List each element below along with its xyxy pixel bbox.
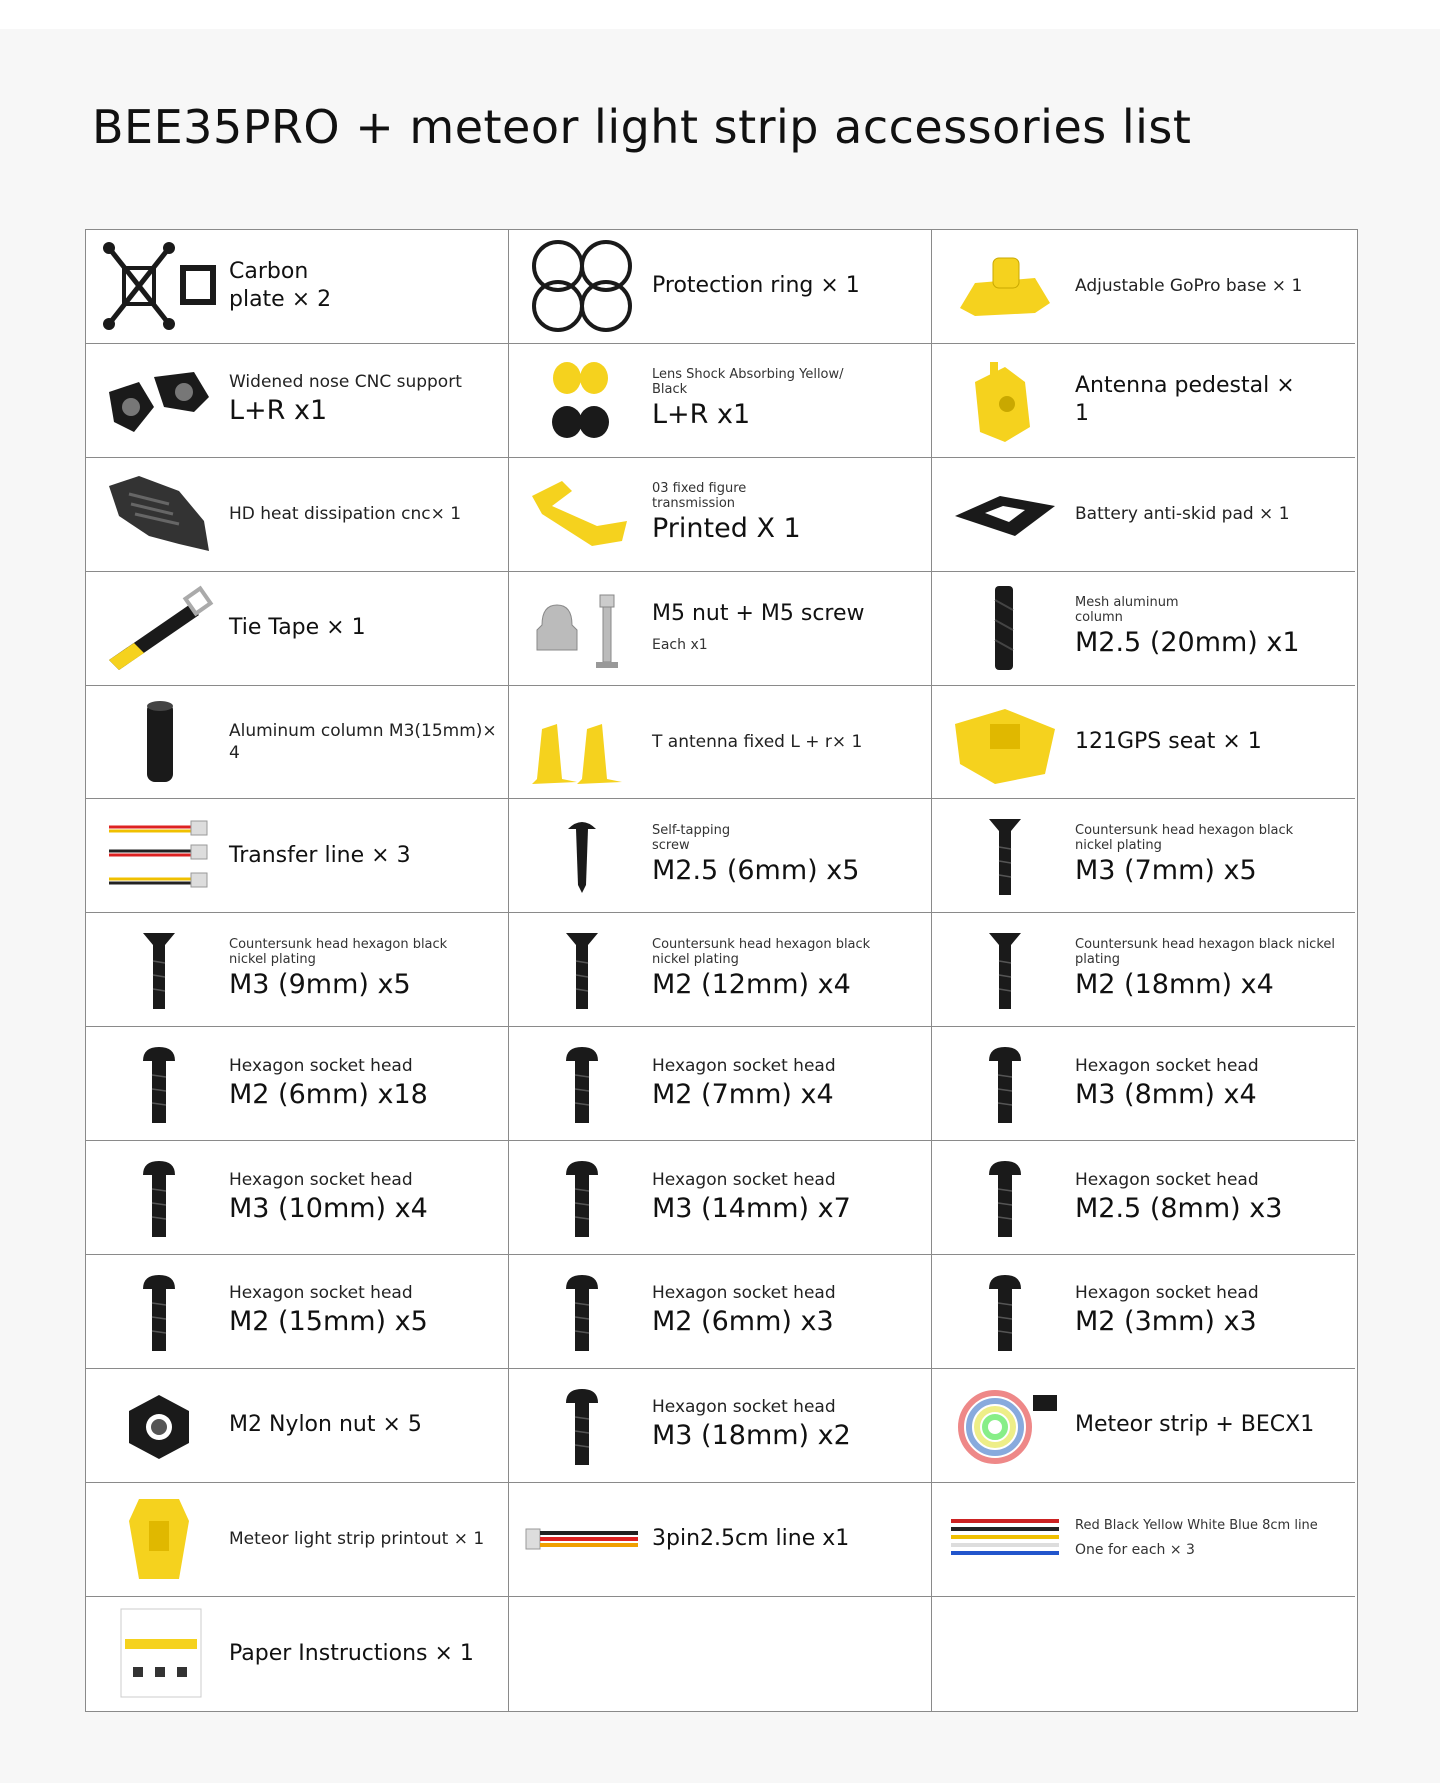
gps-seat-icon — [942, 692, 1068, 792]
accessory-label: Hexagon socket head — [229, 1283, 413, 1304]
countersunk-screw-icon — [942, 805, 1068, 905]
accessory-text — [229, 1027, 500, 1140]
accessory-cell — [509, 344, 932, 458]
accessory-label: Tie Tape × 1 — [229, 615, 366, 641]
accessory-quantity: M2 (12mm) x4 — [652, 968, 851, 1000]
accessory-quantity: Printed X 1 — [652, 513, 801, 545]
accessory-cell — [86, 344, 509, 458]
accessory-cell — [86, 1255, 509, 1369]
accessory-cell — [509, 913, 932, 1027]
socket-screw-icon — [96, 1033, 222, 1133]
accessory-quantity: M3 (18mm) x2 — [652, 1420, 851, 1452]
antenna-pedestal-icon — [942, 350, 1068, 450]
accessory-text — [229, 913, 500, 1026]
accessory-text — [229, 686, 500, 799]
socket-screw-icon — [942, 1147, 1068, 1247]
accessory-label: Hexagon socket head — [652, 1283, 836, 1304]
protection-ring-icon — [519, 236, 645, 336]
aluminum-column-icon — [96, 692, 222, 792]
accessory-cell — [509, 1597, 932, 1711]
accessory-text — [1075, 344, 1347, 457]
accessory-text — [1075, 1141, 1347, 1254]
accessory-text — [652, 458, 923, 571]
heat-sink-icon — [96, 464, 222, 564]
accessory-cell — [86, 1483, 509, 1597]
accessory-label: M2 Nylon nut × 5 — [229, 1412, 422, 1438]
accessory-cell — [932, 799, 1355, 913]
accessory-label: T antenna fixed L + r× 1 — [652, 732, 863, 752]
socket-screw-icon — [942, 1261, 1068, 1361]
accessory-text — [652, 913, 923, 1026]
accessory-text — [652, 1141, 923, 1254]
accessory-label: Lens Shock Absorbing Yellow/ Black — [652, 367, 844, 398]
accessory-quantity: M3 (14mm) x7 — [652, 1192, 851, 1224]
accessory-quantity: M2 (7mm) x4 — [652, 1078, 834, 1110]
accessory-cell — [509, 799, 932, 913]
accessory-text — [229, 344, 500, 457]
socket-screw-icon — [519, 1261, 645, 1361]
tie-tape-icon — [96, 578, 222, 678]
accessory-text — [652, 1027, 923, 1140]
t-antenna-mount-icon — [519, 692, 645, 792]
accessory-text — [1075, 913, 1347, 1026]
accessory-quantity: One for each × 3 — [1075, 1541, 1195, 1558]
accessory-text — [1075, 1369, 1347, 1482]
accessory-cell — [86, 458, 509, 572]
accessory-label: Protection ring × 1 — [652, 273, 860, 299]
accessory-cell — [932, 1369, 1355, 1483]
countersunk-screw-icon — [96, 919, 222, 1019]
accessory-cell — [509, 1255, 932, 1369]
accessory-text — [1075, 572, 1347, 685]
accessory-label: Adjustable GoPro base × 1 — [1075, 276, 1303, 297]
accessory-cell — [509, 572, 932, 686]
accessory-text — [1075, 458, 1347, 571]
accessory-text — [1075, 1483, 1347, 1596]
countersunk-screw-icon — [942, 919, 1068, 1019]
accessory-cell — [86, 1027, 509, 1141]
accessory-label: Meteor strip + BECX1 — [1075, 1412, 1315, 1438]
accessory-label: 3pin2.5cm line x1 — [652, 1526, 850, 1552]
accessory-text — [652, 1483, 923, 1596]
accessory-text — [1075, 1027, 1347, 1140]
accessory-quantity: M2 (3mm) x3 — [1075, 1306, 1257, 1338]
accessory-label: Countersunk head hexagon black nickel plating — [652, 936, 871, 967]
accessory-cell — [509, 686, 932, 800]
accessory-text — [1075, 230, 1347, 343]
accessory-cell — [932, 458, 1355, 572]
accessory-label: Meteor light strip printout × 1 — [229, 1529, 485, 1550]
accessory-cell — [932, 1255, 1355, 1369]
accessory-label: Countersunk head hexagon black nickel plating — [1075, 822, 1294, 853]
accessory-cell — [932, 1597, 1355, 1711]
accessory-cell — [86, 1141, 509, 1255]
accessory-label: Countersunk head hexagon black nickel plating — [229, 936, 448, 967]
accessory-text — [229, 1255, 500, 1368]
accessory-label: 03 fixed figure transmission — [652, 481, 747, 512]
accessory-label: Hexagon socket head — [652, 1397, 836, 1418]
accessory-label: Paper Instructions × 1 — [229, 1640, 474, 1666]
gopro-base-icon — [942, 236, 1068, 336]
accessory-text — [652, 799, 923, 912]
accessory-text — [1075, 1255, 1347, 1368]
accessory-label: Hexagon socket head — [229, 1169, 413, 1190]
accessory-label: Hexagon socket head — [229, 1055, 413, 1076]
mesh-column-icon — [942, 578, 1068, 678]
accessory-cell — [932, 686, 1355, 800]
accessory-quantity: M2.5 (6mm) x5 — [652, 854, 860, 886]
accessory-text — [229, 1483, 500, 1596]
accessory-text — [229, 1597, 500, 1711]
accessory-label: Widened nose CNC support — [229, 372, 462, 393]
accessory-cell — [86, 913, 509, 1027]
accessory-text — [1075, 799, 1347, 912]
accessory-label: Antenna pedestal × 1 — [1075, 373, 1295, 427]
lens-damper-icon — [519, 350, 645, 450]
accessory-quantity: M2.5 (20mm) x1 — [1075, 627, 1300, 659]
accessory-cell — [509, 1369, 932, 1483]
accessory-quantity: M3 (8mm) x4 — [1075, 1078, 1257, 1110]
accessory-quantity: M2 (6mm) x3 — [652, 1306, 834, 1338]
page-title: BEE35PRO + meteor light strip accessories list — [92, 100, 1192, 154]
accessory-cell — [509, 1027, 932, 1141]
accessory-label: Hexagon socket head — [1075, 1283, 1259, 1304]
accessory-cell — [86, 572, 509, 686]
accessory-text — [229, 1141, 500, 1254]
socket-screw-icon — [519, 1375, 645, 1475]
accessory-quantity: L+R x1 — [652, 399, 751, 431]
accessory-label: Hexagon socket head — [1075, 1169, 1259, 1190]
accessory-cell — [932, 1027, 1355, 1141]
accessory-cell — [86, 686, 509, 800]
accessory-cell — [509, 458, 932, 572]
accessory-label: Hexagon socket head — [652, 1055, 836, 1076]
accessory-text — [229, 458, 500, 571]
accessory-quantity: M3 (9mm) x5 — [229, 968, 411, 1000]
accessory-quantity: M2 (18mm) x4 — [1075, 968, 1274, 1000]
accessory-cell — [86, 799, 509, 913]
accessory-cell — [509, 1141, 932, 1255]
accessories-table — [85, 229, 1358, 1712]
accessory-text — [229, 799, 500, 912]
accessory-label: HD heat dissipation cnc× 1 — [229, 504, 462, 525]
accessory-quantity: M2.5 (8mm) x3 — [1075, 1192, 1283, 1224]
accessory-text — [229, 572, 500, 685]
accessory-quantity: M2 (15mm) x5 — [229, 1306, 428, 1338]
strip-printout-icon — [96, 1489, 222, 1589]
color-wires-icon — [942, 1489, 1068, 1589]
led-strip-icon — [942, 1375, 1068, 1475]
socket-screw-icon — [519, 1033, 645, 1133]
accessory-cell — [86, 1369, 509, 1483]
accessory-cell — [86, 230, 509, 344]
accessory-label: Countersunk head hexagon black nickel plating — [1075, 936, 1336, 967]
accessory-cell — [932, 1483, 1355, 1597]
accessory-text — [1075, 686, 1347, 799]
nylon-nut-icon — [96, 1375, 222, 1475]
transfer-line-icon — [96, 805, 222, 905]
accessory-quantity: M3 (7mm) x5 — [1075, 854, 1257, 886]
accessory-cell — [932, 913, 1355, 1027]
accessory-text — [229, 230, 500, 343]
socket-screw-icon — [942, 1033, 1068, 1133]
accessory-text — [652, 1369, 923, 1482]
cnc-support-icon — [96, 350, 222, 450]
accessory-quantity: Each x1 — [652, 637, 708, 654]
accessory-text — [229, 1369, 500, 1482]
accessory-cell — [932, 1141, 1355, 1255]
accessory-quantity: M2 (6mm) x18 — [229, 1078, 428, 1110]
accessory-label: Hexagon socket head — [1075, 1055, 1259, 1076]
countersunk-screw-icon — [519, 919, 645, 1019]
accessory-label: Carbon plate × 2 — [229, 259, 332, 313]
accessory-text — [652, 1255, 923, 1368]
accessory-cell — [86, 1597, 509, 1711]
accessory-quantity: L+R x1 — [229, 395, 328, 427]
accessory-label: Red Black Yellow White Blue 8cm line — [1075, 1517, 1318, 1533]
accessory-quantity: M3 (10mm) x4 — [229, 1192, 428, 1224]
accessory-cell — [932, 572, 1355, 686]
accessory-cell — [932, 344, 1355, 458]
printed-mount-icon — [519, 464, 645, 564]
accessory-label: M5 nut + M5 screw — [652, 601, 865, 627]
socket-screw-icon — [96, 1147, 222, 1247]
accessory-cell — [509, 1483, 932, 1597]
self-tapping-screw-icon — [519, 805, 645, 905]
accessory-label: Hexagon socket head — [652, 1169, 836, 1190]
accessory-label: Self-tapping screw — [652, 822, 731, 853]
accessory-text — [652, 572, 923, 685]
accessory-text — [652, 686, 923, 799]
accessory-label: Aluminum column M3(15mm)× 4 — [229, 721, 497, 763]
socket-screw-icon — [519, 1147, 645, 1247]
accessory-label: Battery anti-skid pad × 1 — [1075, 504, 1290, 525]
accessory-cell — [932, 230, 1355, 344]
three-pin-line-icon — [519, 1489, 645, 1589]
socket-screw-icon — [96, 1261, 222, 1361]
accessory-label: Transfer line × 3 — [229, 842, 411, 868]
carbon-plate-icon — [96, 236, 222, 336]
manual-icon — [96, 1603, 222, 1703]
nut-screw-icon — [519, 578, 645, 678]
battery-pad-icon — [942, 464, 1068, 564]
accessory-text — [652, 230, 923, 343]
accessory-text — [652, 344, 923, 457]
accessory-label: Mesh aluminum column — [1075, 595, 1179, 626]
accessory-label: 121GPS seat × 1 — [1075, 729, 1262, 754]
accessory-cell — [509, 230, 932, 344]
